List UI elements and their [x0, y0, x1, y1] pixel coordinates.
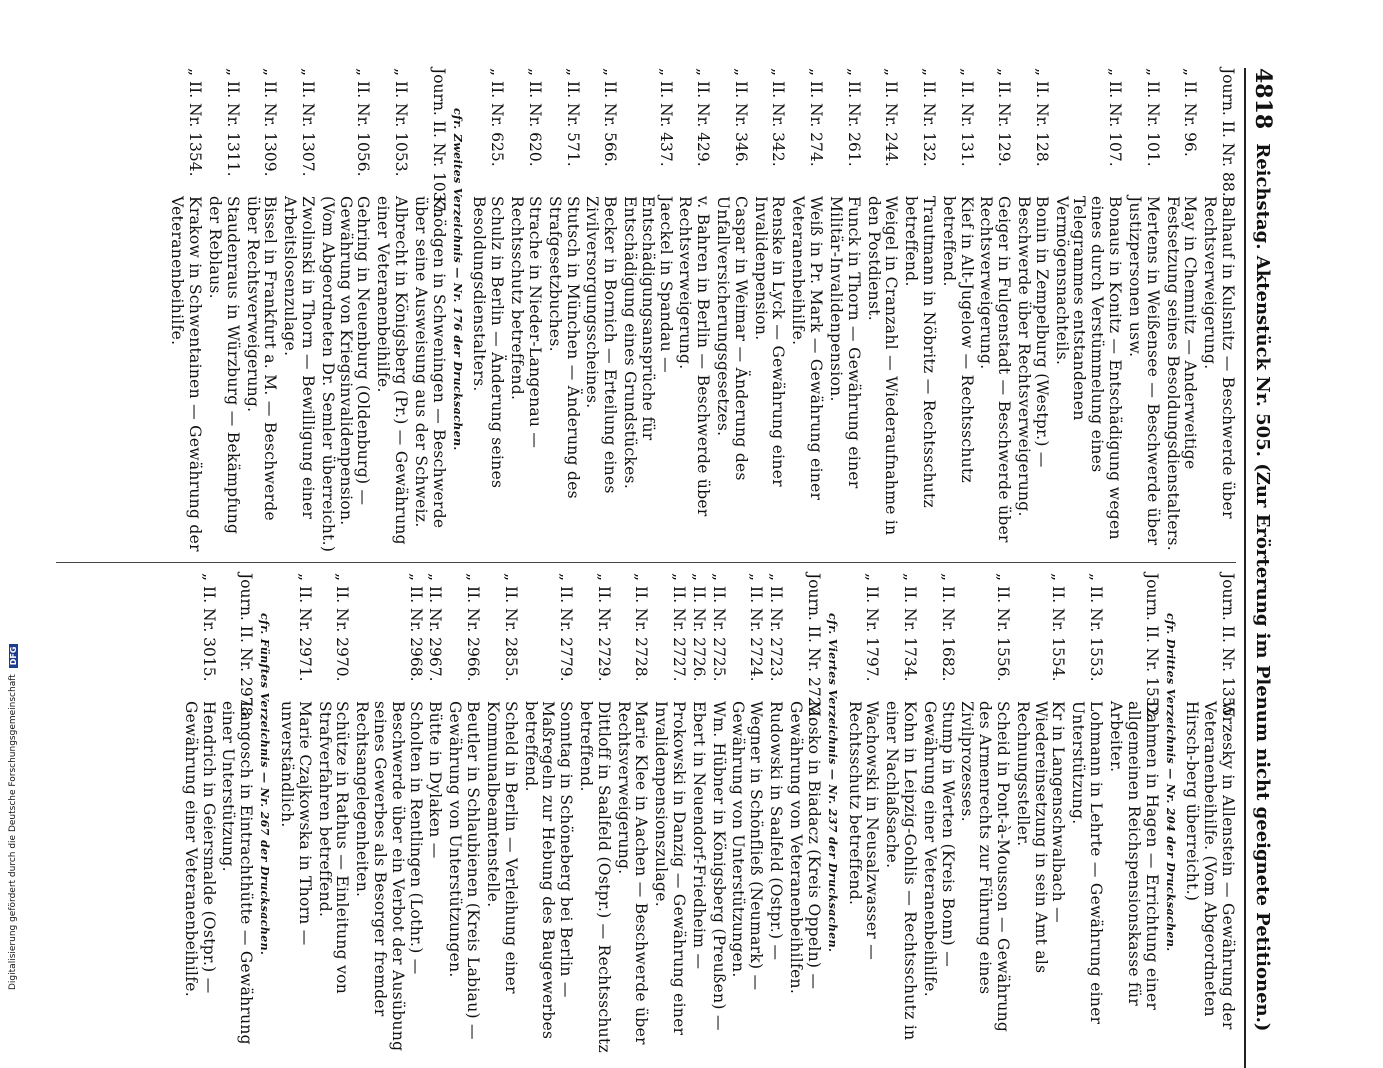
petition-description: Weiß in Pr. Mark — Gewährung einer Veteranenbeihilfe.: [789, 196, 826, 501]
journal-reference: „ II. Nr. 96.: [1181, 68, 1200, 157]
petition-description: Scholten in Rentlingen (Lothr.) — Beschwerde über ein Verbot der Ausübung seines Gewerbes als Besorger fremder Rechtsangelegenheiten.: [353, 701, 425, 1052]
journal-reference: Journ. II. Nr. 88.: [1219, 68, 1237, 197]
journal-reference: Journ. II. Nr. 2978.: [237, 573, 256, 722]
petition-entry: [1183, 573, 1236, 1058]
petition-entry: [1069, 573, 1105, 1058]
petition-description: Kohn in Leipzig-Gohlis — Rechtsschutz in einer Nachlaßsache.: [883, 701, 919, 1041]
petition-description: Dahmen in Hagen — Errichtung einer allgemeinen Reichspensionskasse für Arbeiter.: [1106, 701, 1161, 1011]
petition-entry: [576, 573, 612, 1058]
journal-reference: „ II. Nr. 1682.: [938, 573, 957, 682]
petition-description: Funck in Thorn — Gewährung einer Militär-Invalidenpension.: [826, 196, 863, 489]
petition-entry: [277, 573, 313, 1058]
petition-description: Hendrich in Geiersmalde (Ostpr.) — Gewährung einer Veteranenbeihilfe.: [181, 701, 218, 998]
journal-reference: „ II. Nr. 261.: [844, 68, 863, 167]
section-heading: cfr. Fünftes Verzeichnis — Nr. 267 der Drucksachen.: [258, 613, 272, 956]
petition-description: Stutsch in München — Änderung des Strafgesetzbuches.: [545, 196, 582, 499]
petition-entry: [1125, 68, 1161, 553]
petition-description: Bonaus in Konitz — Entschädigung wegen eines durch Verstümmelung eines Telegrammes entstandenen Vermögensnachteils.: [1052, 196, 1125, 540]
journal-reference: „ II. Nr. 2729.: [594, 573, 613, 682]
page-title: Reichstag. Aktenstück Nr. 505. (Zur Erörterung im Plenum nicht geeignete Petitionen.): [1252, 143, 1274, 1032]
journal-reference: „ II. Nr. 437.: [656, 68, 675, 167]
petition-description: Bonin in Zempelburg (Westpr.) — Beschwerde über Rechtsverweigerung.: [1015, 196, 1051, 517]
journal-reference: „ II. Nr. 571.: [563, 68, 582, 167]
petition-entry: [373, 68, 409, 553]
petition-description: Zwolinski in Thorn — Bewilligung einer Arbeitslosenzulage.: [281, 196, 317, 520]
petition-entry: [219, 573, 255, 1058]
journal-reference: „ II. Nr. 2970.: [333, 573, 352, 682]
petition-description: Schulz in Berlin — Änderung seines Besoldungsdienstalters.: [470, 196, 507, 489]
journal-reference: „ II. Nr. 1307.: [299, 68, 317, 177]
petition-description: Bissel in Frankfurt a. M. — Beschwerde über Rechtsverweigerung.: [243, 196, 280, 522]
journal-reference: „ II. Nr. 1311.: [223, 68, 242, 177]
petition-description: Dittloff in Saalfeld (Ostpr.) — Rechtsschutz betreffend.: [577, 701, 613, 1053]
journal-reference: „ II. Nr. 1354.: [186, 68, 205, 177]
petition-entry: [352, 573, 423, 1058]
petition-description: Mertens in Weißensee — Beschwerde über Justizpersonen usw.: [1125, 196, 1162, 546]
journal-reference: „ II. Nr. 2966.: [464, 573, 483, 682]
journal-reference: „ II. Nr. 128.: [1032, 68, 1051, 167]
petition-description: Weigel in Cranzahl — Wiederaufnahme in den Postdienst.: [864, 196, 901, 536]
petition-description: Krakow in Schwentainen — Gewährung der Veteranenbeihilfe.: [168, 196, 205, 552]
left-column: [166, 68, 1237, 553]
petition-entry: [958, 573, 1011, 1058]
petition-description: Jaeckel in Spandau — Entschädigungsansprüche für Entschädigung eines Grundstückes.: [621, 196, 675, 490]
petition-description: Marie Czajkowska in Thorn — unverständlich.: [278, 701, 314, 946]
journal-reference: „ II. Nr. 1556.: [994, 573, 1013, 682]
petition-entry: [318, 68, 371, 553]
journal-reference: „ II. Nr. 2723.: [767, 573, 786, 682]
petition-description: Trautmann in Nöbritz — Rechtsschutz betreffend.: [902, 196, 938, 509]
petition-description: Knödgen in Schweningen — Beschwerde über seine Ausweisung aus der Schweiz.: [411, 196, 448, 529]
journal-reference: „ II. Nr. 129.: [995, 68, 1014, 167]
footer-note: [8, 644, 18, 990]
petition-description: Beutler in Schlaubienen (Kreis Labiau) — Gewährung von Unterstützungen.: [446, 701, 483, 1040]
petition-description: Geiger in Fulgenstadt — Beschwerde über Rechtsverweigerung.: [977, 196, 1014, 543]
journal-reference: „ II. Nr. 2726.: [689, 573, 708, 682]
petition-description: Rudowski in Saalfeld (Ostpr.) —: [767, 701, 786, 961]
petition-entry: [864, 68, 900, 553]
petition-entry: [939, 68, 975, 553]
petition-entry: [1106, 573, 1159, 1058]
petition-description: Becker in Bornich — Erteilung eines Zivilversorgungsscheines.: [583, 196, 620, 494]
petition-description: Lohmann in Lehrte — Gewährung einer Unterstützung.: [1069, 701, 1106, 1025]
petition-description: Mosko in Biadacz (Kreis Oppeln) — Gewährung von Veteranenbeihilfen.: [786, 701, 823, 995]
petition-description: Ebert in Neuendorf-Friedheim —: [689, 701, 708, 970]
petition-entry: [614, 573, 650, 1058]
petition-entry: [411, 68, 447, 553]
journal-reference: Journ. II. Nr. 1552.: [1142, 573, 1161, 722]
journal-reference: „ II. Nr. 2967.: [426, 573, 445, 682]
journal-reference: Journ. II. Nr. 1355.: [1219, 573, 1237, 722]
journal-reference: „ II. Nr. 1554.: [1049, 573, 1068, 682]
petition-description: Caspar in Weimar — Änderung des Unfallversicherungsgesetzes.: [714, 196, 750, 481]
journal-reference: „ II. Nr. 3015.: [199, 573, 218, 682]
petition-entry: [507, 68, 543, 553]
petition-entry: [766, 573, 784, 1058]
petition-entry: [446, 573, 482, 1058]
journal-reference: „ II. Nr. 2724.: [747, 573, 766, 682]
petition-entry: [426, 573, 444, 1058]
petition-description: Stump in Werten (Kreis Bonn) — Gewährung einer Veteranenbeihilfe.: [920, 701, 957, 998]
petition-description: Wrzesky in Allenstein — Gewährung der Veteranenbeihilfe. (Vom Abgeordneten Hirsch-berg überreicht.): [1183, 701, 1237, 1030]
petition-description: Wm. Hübner in Königsberg (Preußen) —: [709, 701, 728, 1031]
petition-entry: [315, 573, 351, 1058]
dfg-logo: DFG: [9, 644, 18, 669]
petition-entry: [1052, 68, 1123, 553]
petition-description: Marie Klee in Aachen — Beschwerde über Rechtsverweigerung.: [614, 701, 651, 1045]
journal-reference: „ II. Nr. 131.: [957, 68, 976, 167]
petition-entry: [751, 68, 787, 553]
petition-entry: [620, 68, 673, 553]
petition-description: Kr in Langenschwalbach — Wiedereinsetzung in sein Amt als Rechnungssteller.: [1013, 701, 1068, 974]
petition-entry: [789, 68, 825, 553]
petition-entry: [689, 573, 707, 1058]
section-heading: cfr. Zweites Verzeichnis — Nr. 176 der Drucksachen.: [450, 108, 464, 451]
petition-entry: [521, 573, 574, 1058]
petition-description: Strache in Nieder-Langenau — Rechtsschutz betreffend.: [508, 196, 544, 449]
journal-reference: Journ. II. Nr. 1037.: [429, 68, 448, 217]
journal-reference: „ II. Nr. 2855.: [501, 573, 520, 682]
petition-description: Wegner in Schönfließ (Neumark) — Gewährung von Unterstützungen.: [729, 701, 766, 991]
journal-reference: „ II. Nr. 342.: [769, 68, 788, 167]
journal-reference: „ II. Nr. 274.: [807, 68, 826, 167]
petition-entry: [882, 573, 918, 1058]
journal-reference: „ II. Nr. 2725.: [709, 573, 728, 682]
petition-entry: [709, 573, 727, 1058]
journal-reference: „ II. Nr. 1309.: [261, 68, 280, 177]
petition-description: Albrecht in Königsberg (Pr.) — Gewährung einer Veteranenbeihilfe.: [374, 196, 411, 545]
petition-entry: [470, 68, 506, 553]
page-header: [1244, 68, 1280, 1068]
journal-reference: Journ. II. Nr. 2722.: [804, 573, 823, 722]
petition-entry: [920, 573, 956, 1058]
petition-entry: [1013, 573, 1066, 1058]
petition-description: Sonntag in Schöneberg bei Berlin — Maßregeln zur Hebung des Baugewerbes betreffend.: [521, 701, 576, 1040]
petition-entry: [181, 573, 217, 1058]
petition-description: Scheid in Pont-à-Mousson — Gewährung des Armenrechts zur Führung eines Zivilprozesses.: [958, 701, 1013, 1033]
petition-entry: [713, 68, 749, 553]
petition-entry: [243, 68, 279, 553]
rotated-page: [40, 68, 1280, 1068]
petition-entry: [676, 68, 712, 553]
journal-reference: „ II. Nr. 2727.: [670, 573, 689, 682]
journal-reference: „ II. Nr. 2779.: [557, 573, 576, 682]
journal-reference: „ II. Nr. 1053.: [392, 68, 411, 177]
petition-description: Staudenraus in Würzburg — Bekämpfung der Reblaus.: [205, 196, 242, 535]
journal-reference: „ II. Nr. 346.: [731, 68, 750, 167]
petition-entry: [583, 68, 619, 553]
petition-entry: [483, 573, 519, 1058]
petition-entry: [168, 68, 204, 553]
petition-entry: [786, 573, 822, 1058]
journal-reference: „ II. Nr. 566.: [601, 68, 620, 167]
petition-entry: [845, 573, 881, 1058]
petition-entry: [729, 573, 765, 1058]
journal-reference: „ II. Nr. 244.: [882, 68, 901, 167]
petition-entry: [545, 68, 581, 553]
petition-description: Kief in Alt-Jugelow — Rechtsschutz betreffend.: [939, 196, 976, 483]
petition-description: Bütte in Dylaken —: [426, 701, 445, 859]
petition-description: Prokowski in Danzig — Gewährung einer Invalidenpensionszulage.: [652, 701, 689, 1036]
journal-reference: „ II. Nr. 620.: [525, 68, 544, 167]
petition-description: May in Chemnitz — Anderweitige Festsetzung seines Besoldungsdienstalters.: [1163, 196, 1200, 551]
petition-description: Schütze in Rathus — Einleitung von Strafverfahren betreffend.: [315, 701, 352, 995]
journal-reference: „ II. Nr. 107.: [1106, 68, 1125, 167]
petition-description: Scheld in Berlin — Verleihung einer Kommunalbeamtenstelle.: [483, 701, 520, 994]
petition-entry: [205, 68, 241, 553]
petition-entry: [977, 68, 1013, 553]
petition-description: Balhauf in Kulsnitz — Beschwerde über Rechtsverweigerung.: [1201, 196, 1237, 519]
petition-description: v. Bahren in Berlin — Beschwerde über Rechtsverweigerung.: [676, 196, 713, 517]
petition-description: Renske in Lyck — Gewährung einer Invalidenpension.: [751, 196, 788, 487]
journal-reference: „ II. Nr. 625.: [488, 68, 507, 167]
journal-reference: „ II. Nr. 101.: [1143, 68, 1162, 167]
petition-description: Langosch in Eintrachthütte — Gewährung einer Unterstützung.: [219, 701, 256, 1045]
petition-entry: [280, 68, 316, 553]
journal-reference: „ II. Nr. 2971.: [295, 573, 314, 682]
right-column: [179, 573, 1236, 1058]
petition-entry: [1200, 68, 1236, 553]
journal-reference: „ II. Nr. 132.: [920, 68, 938, 167]
petition-entry: [826, 68, 862, 553]
journal-reference: „ II. Nr. 1056.: [354, 68, 373, 177]
journal-reference: „ II. Nr. 429.: [694, 68, 713, 167]
petition-entry: [901, 68, 937, 553]
column-divider: [56, 562, 1236, 563]
journal-reference: „ II. Nr. 2728.: [632, 573, 651, 682]
petition-description: Gehring in Neuenburg (Oldenburg) — Gewährung von Kriegsinvalidenpension. (Vom Abgeordneten Dr. Semler überreicht.): [318, 196, 373, 553]
journal-reference: „ II. Nr. 1797.: [863, 573, 882, 682]
section-heading: cfr. Viertes Verzeichnis — Nr. 237 der Drucksachen.: [825, 613, 839, 953]
page-number: 4818: [1250, 68, 1276, 130]
journal-reference: „ II. Nr. 2968.: [406, 573, 425, 682]
petition-entry: [1014, 68, 1050, 553]
petition-description: Wachowski in Neusalzwasser — Rechtsschutz betreffend.: [845, 701, 882, 961]
section-heading: cfr. Drittes Verzeichnis — Nr. 204 der Drucksachen.: [1163, 613, 1177, 952]
petition-entry: [651, 573, 687, 1058]
journal-reference: „ II. Nr. 1553.: [1087, 573, 1106, 682]
footer-text: Digitalisierung gefördert durch die Deutsche Forschungsgemeinschaft: [8, 674, 18, 990]
petition-entry: [1163, 68, 1199, 553]
journal-reference: „ II. Nr. 1734.: [901, 573, 919, 682]
